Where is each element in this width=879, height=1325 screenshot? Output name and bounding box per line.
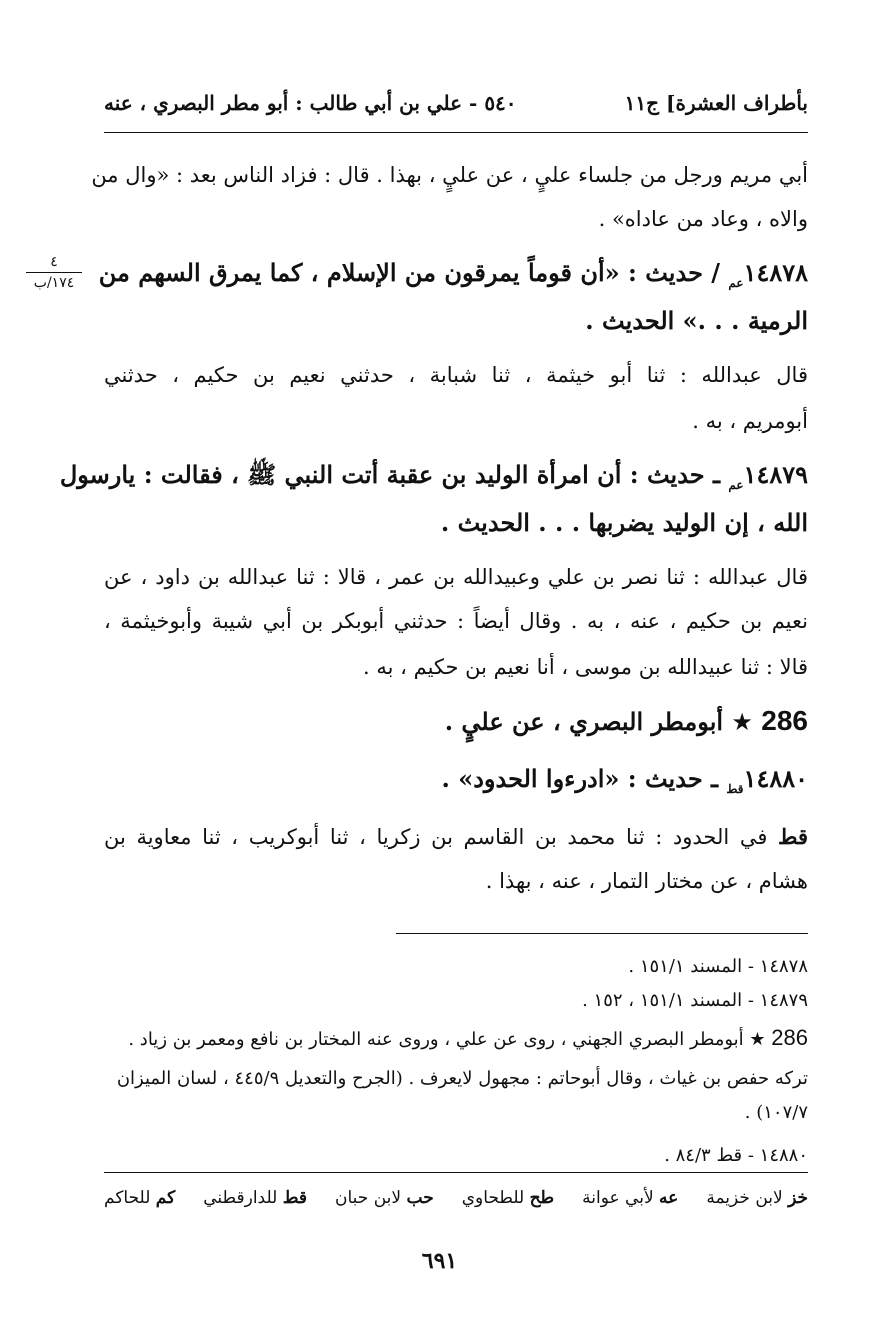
- abbrev-item: [335, 1188, 434, 1208]
- abbrev-code: كم: [155, 1188, 176, 1208]
- footnote-line: ١٤٨٨٠ - قط ٨٤/٣ .: [664, 1145, 808, 1166]
- abbrev-item: [104, 1188, 175, 1208]
- margin-ref-bottom: ١٧٤/ب: [33, 275, 75, 291]
- abbrev-item: [462, 1188, 554, 1208]
- hadith-number: ١٤٨٨٠: [743, 764, 808, 793]
- footnote-line: ١٠٧/٧) .: [744, 1102, 808, 1123]
- hadith-heading-14879: [59, 460, 808, 500]
- running-header: [104, 86, 808, 120]
- abbrev-name: للدارقطني: [203, 1188, 278, 1208]
- abbrev-item: [582, 1188, 678, 1208]
- abbrev-code: حب: [406, 1188, 434, 1208]
- star-icon: ★: [731, 708, 753, 736]
- abbreviations-rule: [104, 1172, 808, 1173]
- footnote-line: ١٤٨٧٨ - المسند ١٥١/١ .: [628, 956, 808, 977]
- body-line: والاه ، وعاد من عاداه» .: [598, 207, 808, 231]
- hadith-text: ـ حديث : «ادرءوا الحدود» .: [441, 764, 719, 793]
- header-title: ٥٤٠ - علي بن أبي طالب : أبو مطر البصري ، عنه: [104, 91, 517, 115]
- abbrev-item: [706, 1188, 808, 1208]
- narrator-name: أبومطر البصري ، عن عليٍ .: [444, 707, 724, 736]
- hadith-heading-14878: [98, 258, 808, 298]
- star-icon: ★: [749, 1029, 766, 1050]
- margin-reference: [26, 254, 82, 291]
- body-line: قال عبدالله : ثنا أبو خيثمة ، ثنا شبابة ، حدثني نعيم بن حكيم ، حدثني: [104, 363, 808, 387]
- abbrev-code: قط: [282, 1188, 307, 1208]
- footnote-line: [104, 1025, 808, 1053]
- abbrev-name: لابن خزيمة: [706, 1188, 783, 1208]
- hadith-number: ١٤٨٧٨: [743, 258, 808, 287]
- source-sigla: عم: [728, 477, 744, 492]
- footnote-rule: [396, 933, 808, 934]
- footnote-number: 286: [771, 1025, 808, 1050]
- source-sigla: قط: [726, 781, 744, 796]
- hadith-text: ـ حديث : أن امرأة الوليد بن عقبة أتت النبي ﷺ ، فقالت : يارسول: [59, 460, 721, 489]
- body-line: الله ، إن الوليد يضربها . . . الحديث .: [440, 508, 808, 537]
- hadith-number: ١٤٨٧٩: [743, 460, 808, 489]
- body-line: أبومريم ، به .: [692, 409, 808, 433]
- header-volume: بأطراف العشرة] ج١١: [624, 91, 808, 115]
- footnote-text: أبومطر البصري الجهني ، روى عن علي ، وروى عنه المختار بن نافع ومعمر بن زياد .: [128, 1029, 744, 1050]
- hadith-text: / حديث : «أن قوماً يمرقون من الإسلام ، كما يمرق السهم من: [98, 258, 721, 287]
- footnote-line: تركه حفص بن غياث ، وقال أبوحاتم : مجهول لايعرف . (الجرح والتعديل ٤٤٥/٩ ، لسان الميزان: [116, 1068, 808, 1089]
- abbrev-name: لابن حبان: [335, 1188, 402, 1208]
- body-line-text: في الحدود : ثنا محمد بن القاسم بن زكريا ، ثنا أبوكريب ، ثنا معاوية بن: [104, 825, 768, 849]
- body-line: هشام ، عن مختار التمار ، عنه ، بهذا .: [485, 869, 808, 893]
- hadith-heading-14880: [104, 764, 808, 804]
- source-sigla: قط: [778, 824, 808, 849]
- body-line: [104, 822, 808, 852]
- abbrev-code: طح: [529, 1188, 555, 1208]
- narrator-heading-286: [104, 706, 808, 737]
- source-sigla: عم: [728, 275, 744, 290]
- narrator-number: 286: [761, 705, 808, 736]
- abbrev-item: [203, 1188, 307, 1208]
- abbrev-name: لأبي عوانة: [582, 1188, 654, 1208]
- abbreviations-legend: [104, 1188, 808, 1208]
- abbrev-name: للحاكم: [104, 1188, 151, 1208]
- body-line: قال عبدالله : ثنا نصر بن علي وعبيدالله بن عمر ، قالا : ثنا عبدالله بن داود ، عن: [104, 565, 808, 589]
- body-line: الرمية . . .» الحديث .: [585, 306, 808, 335]
- body-line: قالا : ثنا عبيدالله بن موسى ، أنا نعيم بن حكيم ، به .: [363, 655, 808, 679]
- body-line: نعيم بن حكيم ، عنه ، به . وقال أيضاً : حدثني أبوبكر بن أبي شيبة وأبوخيثمة ،: [104, 609, 808, 633]
- abbrev-name: للطحاوي: [461, 1188, 525, 1208]
- abbrev-code: خز: [788, 1188, 808, 1208]
- abbrev-code: عه: [659, 1188, 679, 1208]
- margin-ref-top: ٤: [26, 254, 82, 273]
- header-rule: [104, 132, 808, 133]
- page-number: ٦٩١: [421, 1248, 458, 1274]
- footnote-line: ١٤٨٧٩ - المسند ١٥١/١ ، ١٥٢ .: [582, 990, 808, 1011]
- body-line: أبي مريم ورجل من جلساء عليٍ ، عن عليٍ ، بهذا . قال : فزاد الناس بعد : «وال من: [91, 163, 808, 187]
